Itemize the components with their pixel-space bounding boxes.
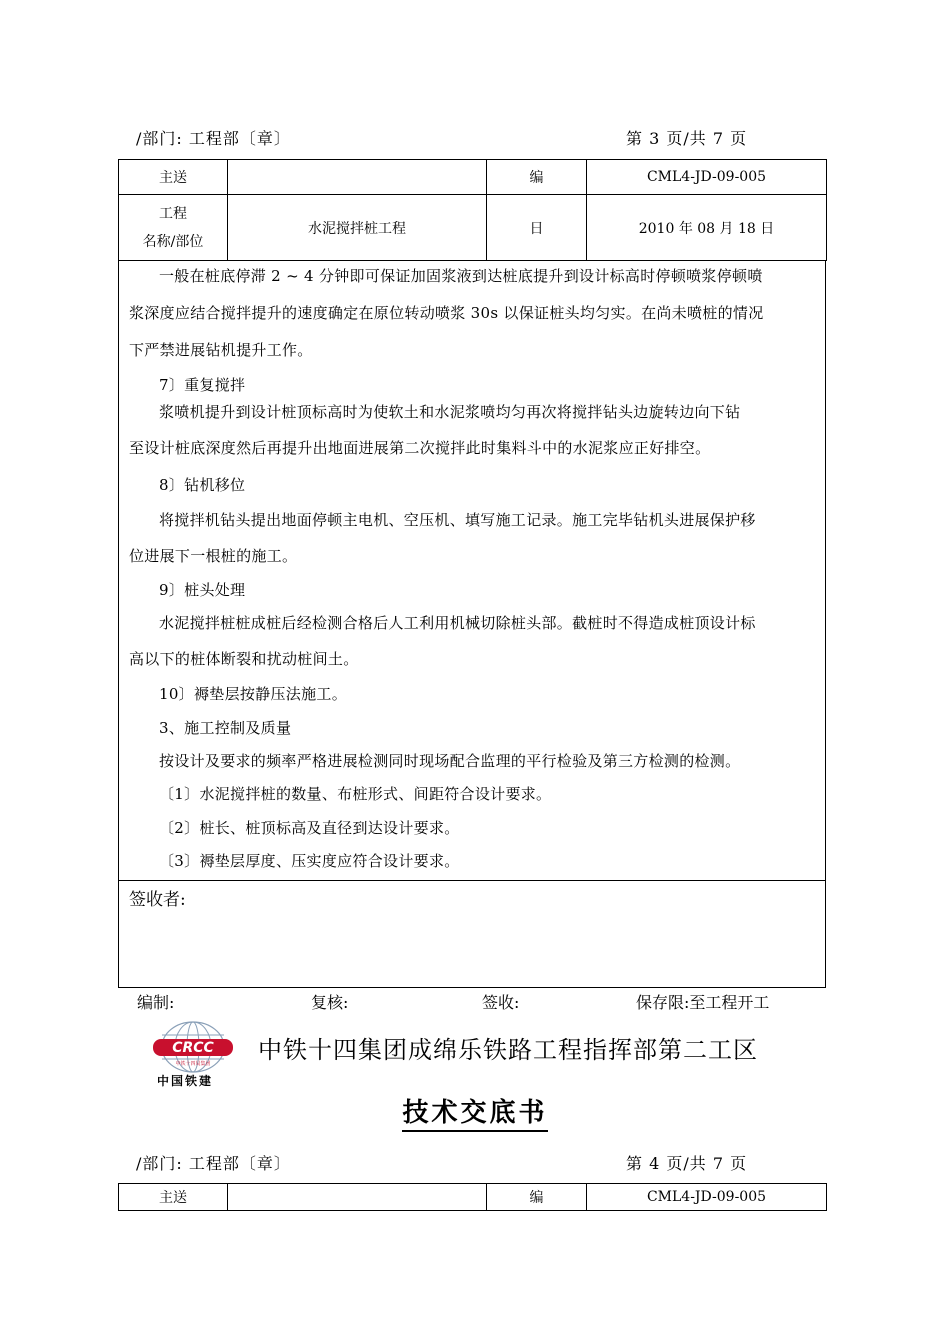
form-header-table bbox=[118, 159, 827, 261]
date-value: 2010 年 08 月 18 日 bbox=[587, 195, 827, 261]
footer-keep: 保存限:至工程开工 bbox=[636, 993, 770, 1012]
content-section bbox=[118, 260, 826, 880]
content-line: 9〕桩头处理 bbox=[159, 581, 246, 599]
document-title bbox=[0, 1092, 950, 1129]
footer-edit: 编制: bbox=[137, 993, 175, 1012]
logo-small-text: 中铁十四局集团 bbox=[175, 1061, 211, 1067]
code-value: CML4-JD-09-005 bbox=[587, 1184, 827, 1211]
content-line: 将搅拌机钻头提出地面停顿主电机、空压机、填写施工记录。施工完毕钻机头进展保护移 bbox=[159, 511, 756, 529]
project-name: 水泥搅拌桩工程 bbox=[228, 195, 487, 261]
department-label: /部门: 工程部〔章〕 bbox=[136, 129, 291, 148]
content-line: 至设计桩底深度然后再提升出地面进展第二次搅拌此时集料斗中的水泥浆应正好排空。 bbox=[129, 439, 711, 457]
content-line: 7〕重复搅拌 bbox=[159, 376, 246, 394]
project-label bbox=[119, 195, 228, 261]
form-header-table bbox=[118, 1183, 827, 1211]
department-label: /部门: 工程部〔章〕 bbox=[136, 1154, 291, 1173]
content-line: 〔3〕褥垫层厚度、压实度应符合设计要求。 bbox=[159, 852, 460, 870]
content-line: 浆喷机提升到设计桩顶标高时为使软土和水泥浆喷均匀再次将搅拌钻头边旋转边向下钻 bbox=[159, 403, 741, 421]
table-row bbox=[119, 160, 827, 195]
recipient-label: 主送 bbox=[119, 160, 228, 195]
table-row bbox=[119, 195, 827, 261]
content-line: 〔1〕水泥搅拌桩的数量、布桩形式、间距符合设计要求。 bbox=[159, 785, 552, 803]
content-line: 位进展下一根桩的施工。 bbox=[129, 547, 298, 565]
code-label: 编 bbox=[487, 1184, 587, 1211]
page-number: 第 3 页/共 7 页 bbox=[626, 129, 748, 148]
footer-review: 复核: bbox=[311, 993, 349, 1012]
content-line: 浆深度应结合搅拌提升的速度确定在原位转动喷浆 30s 以保证桩头均匀实。在尚未喷桩的情况 bbox=[129, 304, 764, 322]
recipient-value bbox=[228, 160, 487, 195]
logo-caption: 中国铁建 bbox=[157, 1074, 214, 1088]
document-title-text: 技术交底书 bbox=[402, 1098, 547, 1132]
crcc-globe-icon bbox=[150, 1020, 236, 1076]
project-label-line2: 名称/部位 bbox=[142, 233, 204, 250]
content-line: 按设计及要求的频率严格进展检测同时现场配合监理的平行检验及第三方检测的检测。 bbox=[159, 752, 741, 770]
content-line: 〔2〕桩长、桩顶标高及直径到达设计要求。 bbox=[159, 819, 460, 837]
code-label: 编 bbox=[487, 160, 587, 195]
code-value: CML4-JD-09-005 bbox=[587, 160, 827, 195]
project-label-line1: 工程 bbox=[159, 205, 187, 222]
content-line: 一般在桩底停滞 2 ~ 4 分钟即可保证加固浆液到达桩底提升到设计标高时停顿喷浆停顿喷 bbox=[159, 267, 763, 285]
company-name: 中铁十四集团成绵乐铁路工程指挥部第二工区 bbox=[258, 1036, 758, 1064]
signature-box bbox=[118, 880, 826, 988]
content-line: 8〕钻机移位 bbox=[159, 476, 246, 494]
content-line: 水泥搅拌桩桩成桩后经检测合格后人工利用机械切除桩头部。截桩时不得造成桩顶设计标 bbox=[159, 614, 756, 632]
signature-label: 签收者: bbox=[129, 890, 186, 910]
table-row bbox=[119, 1184, 827, 1211]
crcc-logo bbox=[150, 1020, 236, 1090]
content-line: 下严禁进展钻机提升工作。 bbox=[129, 341, 313, 359]
page-number: 第 4 页/共 7 页 bbox=[626, 1154, 748, 1173]
logo-text: CRCC bbox=[172, 1040, 214, 1056]
content-line: 高以下的桩体断裂和扰动桩间土。 bbox=[129, 650, 359, 668]
content-line: 3、施工控制及质量 bbox=[159, 719, 292, 737]
recipient-label: 主送 bbox=[119, 1184, 228, 1211]
recipient-value bbox=[228, 1184, 487, 1211]
date-label: 日 bbox=[487, 195, 587, 261]
content-line: 10〕褥垫层按静压法施工。 bbox=[159, 685, 347, 703]
footer-receive: 签收: bbox=[482, 993, 520, 1012]
